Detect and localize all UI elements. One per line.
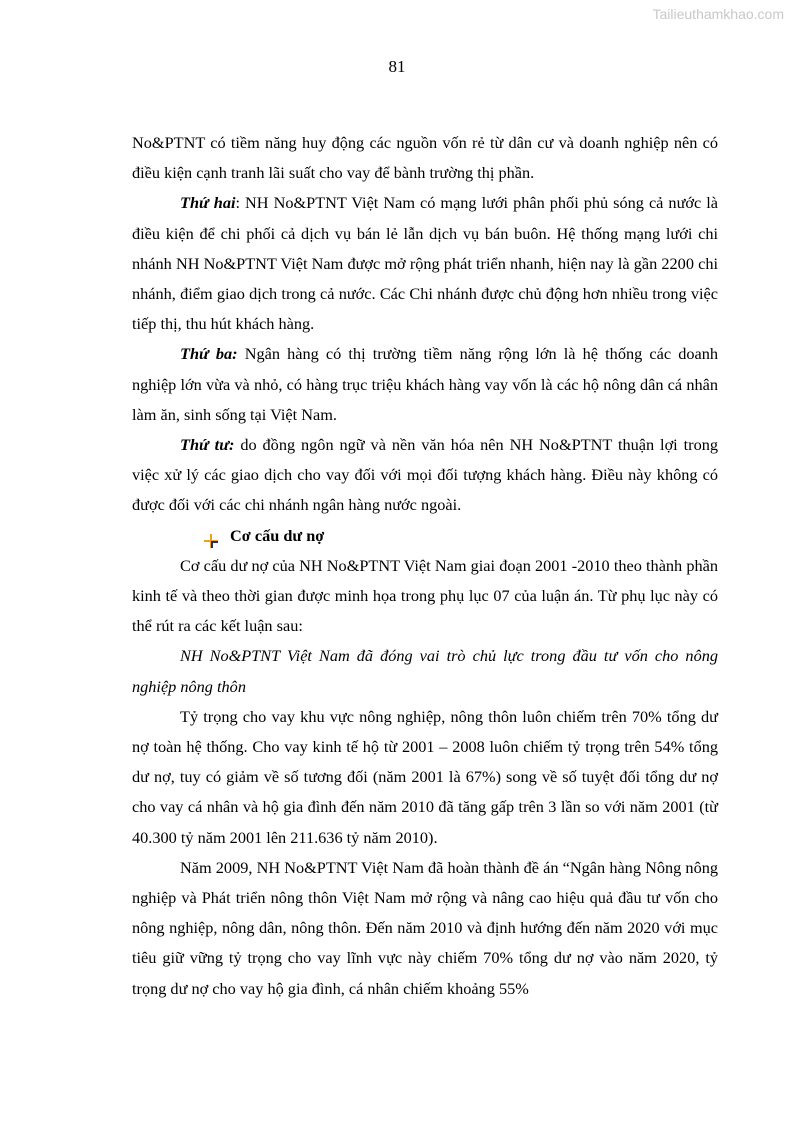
paragraph-thu-ba bbox=[132, 339, 718, 430]
paragraph-thu-tu bbox=[132, 430, 718, 521]
section-heading-text: Cơ cấu dư nợ bbox=[230, 525, 325, 545]
paragraph-thu-tu-text: do đồng ngôn ngữ và nền văn hóa nên NH No&PTNT thuận lợi trong việc xử lý các giao dịch cho vay đối với mọi đối tượng khách hàng. Điều này không có được đối với các chi nhánh ngân hàng nước ngoài. bbox=[132, 435, 718, 515]
paragraph-co-cau: Cơ cấu dư nợ của NH No&PTNT Việt Nam giai đoạn 2001 -2010 theo thành phần kinh tế và theo thời gian được minh họa trong phụ lục 07 của luận án. Từ phụ lục này có thể rút ra các kết luận sau: bbox=[132, 555, 718, 636]
page-number: 81 bbox=[388, 57, 406, 76]
arrow-plus-bullet-icon bbox=[204, 528, 218, 542]
paragraph-thu-hai bbox=[132, 188, 718, 339]
paragraph-1: No&PTNT có tiềm năng huy động các nguồn vốn rẻ từ dân cư và doanh nghiệp nên có điều kiện cạnh tranh lãi suất cho vay để bành trường thị phần. bbox=[132, 133, 718, 183]
paragraph-ty-trong: Tỷ trọng cho vay khu vực nông nghiệp, nông thôn luôn chiếm trên 70% tổng dư nợ toàn hệ thống. Cho vay kinh tế hộ từ 2001 – 2008 luôn chiếm tỷ trọng trên 54% tổng dư nợ, tuy có giảm về số tương đối (năm 2001 là 67%) song về số tuyệt đối tổng dư nợ cho vay cá nhân và hộ gia đình đến năm 2010 đã tăng gấp trên 3 lần so với năm 2001 (từ 40.300 tỷ năm 2001 lên 211.636 tỷ năm 2010). bbox=[132, 706, 718, 847]
lead-thu-tu: Thứ tư: bbox=[180, 435, 235, 455]
paragraph-nam-2009: Năm 2009, NH No&PTNT Việt Nam đã hoàn thành đề án “Ngân hàng Nông nông nghiệp và Phát triển nông thôn Việt Nam mở rộng và nâng cao hiệu quả đầu tư vốn cho nông nghiệp, nông dân, nông thôn. Đến năm 2010 và định hướng đến năm 2020 với mục tiêu giữ vững tỷ trọng cho vay lĩnh vực này chiếm 70% tổng dư nợ vào năm 2020, tỷ trọng dư nợ cho vay hộ gia đình, cá nhân chiếm khoảng 55% bbox=[132, 857, 718, 998]
lead-thu-hai: Thứ hai bbox=[180, 193, 236, 213]
paragraph-italic-claim: NH No&PTNT Việt Nam đã đóng vai trò chủ lực trong đầu tư vốn cho nông nghiệp nông thôn bbox=[132, 646, 718, 696]
paragraph-thu-ba-text: Ngân hàng có thị trường tiềm năng rộng lớn là hệ thống các doanh nghiệp lớn vừa và nhỏ, có hàng trục triệu khách hàng vay vốn là các hộ nông dân cá nhân làm ăn, sinh sống tại Việt Nam. bbox=[132, 344, 718, 424]
watermark: Tailieuthamkhao.com bbox=[652, 6, 784, 22]
paragraph-thu-hai-text: : NH No&PTNT Việt Nam có mạng lưới phân phối phủ sóng cả nước là điều kiện để chi phối cả dịch vụ bán lẻ lẫn dịch vụ bán buôn. Hệ thống mạng lưới chi nhánh NH No&PTNT Việt Nam được mở rộng phát triển nhanh, hiện nay là gần 2200 chi nhánh, điểm giao dịch trong cả nước. Các Chi nhánh được chủ động hơn nhiều trong việc tiếp thị, thu hút khách hàng. bbox=[132, 193, 718, 334]
document-body bbox=[132, 128, 718, 1004]
section-heading bbox=[132, 521, 718, 551]
lead-thu-ba: Thứ ba: bbox=[180, 344, 238, 364]
